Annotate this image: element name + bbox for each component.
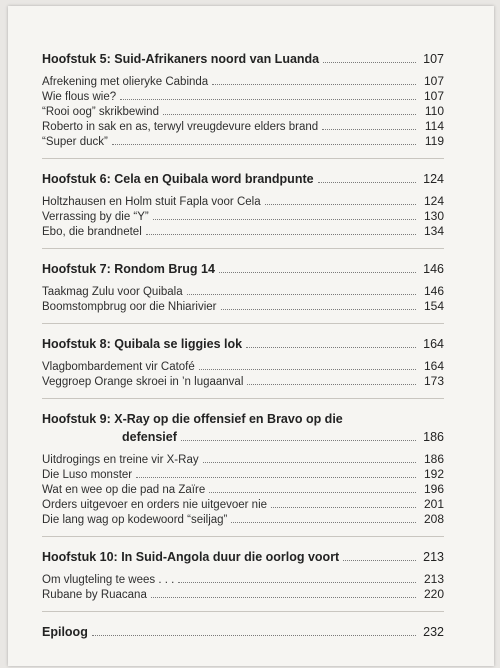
toc-entry[interactable]: “Rooi oog” skrikbewind 110 xyxy=(42,104,444,118)
chapter-page: 164 xyxy=(423,337,444,351)
toc-entry[interactable]: Vlagbombardement vir Catofé 164 xyxy=(42,359,444,373)
chapter-page: 186 xyxy=(423,430,444,444)
chapter-page: 146 xyxy=(423,262,444,276)
section-divider xyxy=(42,323,444,324)
toc-entry[interactable]: Rubane by Ruacana 220 xyxy=(42,587,444,601)
dot-leader xyxy=(181,430,416,441)
chapter-heading-continued[interactable] xyxy=(42,428,444,446)
section-divider xyxy=(42,398,444,399)
chapter-page: 107 xyxy=(423,52,444,66)
chapter-heading[interactable] xyxy=(42,335,444,353)
toc-entry[interactable]: Orders uitgevoer en orders nie uitgevoer nie 201 xyxy=(42,497,444,511)
dot-leader xyxy=(92,625,416,636)
section-divider xyxy=(42,158,444,159)
dot-leader xyxy=(318,172,416,183)
chapter-prefix: Hoofstuk 5: xyxy=(42,52,111,66)
chapter-title-line2: defensief xyxy=(122,430,177,444)
chapter-title: In Suid-Angola duur die oorlog voort xyxy=(121,550,340,564)
chapter-page: 124 xyxy=(423,172,444,186)
toc-entry[interactable]: Holtzhausen en Holm stuit Fapla voor Cela 124 xyxy=(42,194,444,208)
chapter-title: Rondom Brug 14 xyxy=(114,262,215,276)
dot-leader xyxy=(343,550,416,561)
dot-leader xyxy=(246,337,416,348)
chapter-prefix: Hoofstuk 7: xyxy=(42,262,111,276)
chapter-title: Quibala se liggies lok xyxy=(114,337,243,351)
toc-entry[interactable]: Roberto in sak en as, terwyl vreugdevure elders brand 114 xyxy=(42,119,444,133)
chapter-prefix: Hoofstuk 9: xyxy=(42,412,111,426)
chapter-7 xyxy=(42,260,444,314)
chapter-prefix: Hoofstuk 6: xyxy=(42,172,111,186)
chapter-heading[interactable] xyxy=(42,548,444,566)
toc-entry[interactable]: Ebo, die brandnetel 134 xyxy=(42,224,444,238)
toc-entry[interactable]: Wie flous wie? 107 xyxy=(42,89,444,103)
toc-entry[interactable]: Afrekening met olieryke Cabinda 107 xyxy=(42,74,444,88)
toc-entry[interactable]: Taakmag Zulu voor Quibala 146 xyxy=(42,284,444,298)
book-page xyxy=(8,6,494,666)
toc-entry[interactable]: Wat en wee op die pad na Zaïre 196 xyxy=(42,482,444,496)
section-divider xyxy=(42,611,444,612)
chapter-heading[interactable] xyxy=(42,410,444,428)
chapter-9 xyxy=(42,410,444,527)
chapter-title: X-Ray op die offensief en Bravo op die xyxy=(114,412,343,426)
chapter-heading[interactable] xyxy=(42,260,444,278)
chapter-title: Cela en Quibala word brandpunte xyxy=(114,172,314,186)
chapter-heading[interactable] xyxy=(42,170,444,188)
chapter-heading[interactable] xyxy=(42,623,444,641)
chapter-10 xyxy=(42,548,444,602)
chapter-page: 213 xyxy=(423,550,444,564)
dot-leader xyxy=(323,52,416,63)
toc-entry[interactable]: “Super duck” 119 xyxy=(42,134,444,148)
chapter-heading[interactable] xyxy=(42,50,444,68)
chapter-page: 232 xyxy=(423,625,444,639)
chapter-8 xyxy=(42,335,444,389)
chapter-prefix: Hoofstuk 10: xyxy=(42,550,118,564)
dot-leader xyxy=(219,262,416,273)
toc-entry[interactable]: Veggroep Orange skroei in ’n lugaanval 173 xyxy=(42,374,444,388)
chapter-6 xyxy=(42,170,444,239)
epilogue xyxy=(42,623,444,641)
toc-entry[interactable]: Die lang wag op kodewoord “seiljag” 208 xyxy=(42,512,444,526)
chapter-prefix: Hoofstuk 8: xyxy=(42,337,111,351)
section-divider xyxy=(42,536,444,537)
section-divider xyxy=(42,248,444,249)
toc-entry[interactable]: Die Luso monster 192 xyxy=(42,467,444,481)
toc-entry[interactable]: Om vlugteling te wees . . . 213 xyxy=(42,572,444,586)
toc-entry[interactable]: Boomstompbrug oor die Nhiarivier 154 xyxy=(42,299,444,313)
chapter-5 xyxy=(42,50,444,149)
toc-entry[interactable]: Verrassing by die “Y” 130 xyxy=(42,209,444,223)
chapter-title: Suid-Afrikaners noord van Luanda xyxy=(114,52,320,66)
chapter-prefix: Epiloog xyxy=(42,625,88,639)
table-of-contents xyxy=(42,50,444,641)
toc-entry[interactable]: Uitdrogings en treine vir X-Ray 186 xyxy=(42,452,444,466)
